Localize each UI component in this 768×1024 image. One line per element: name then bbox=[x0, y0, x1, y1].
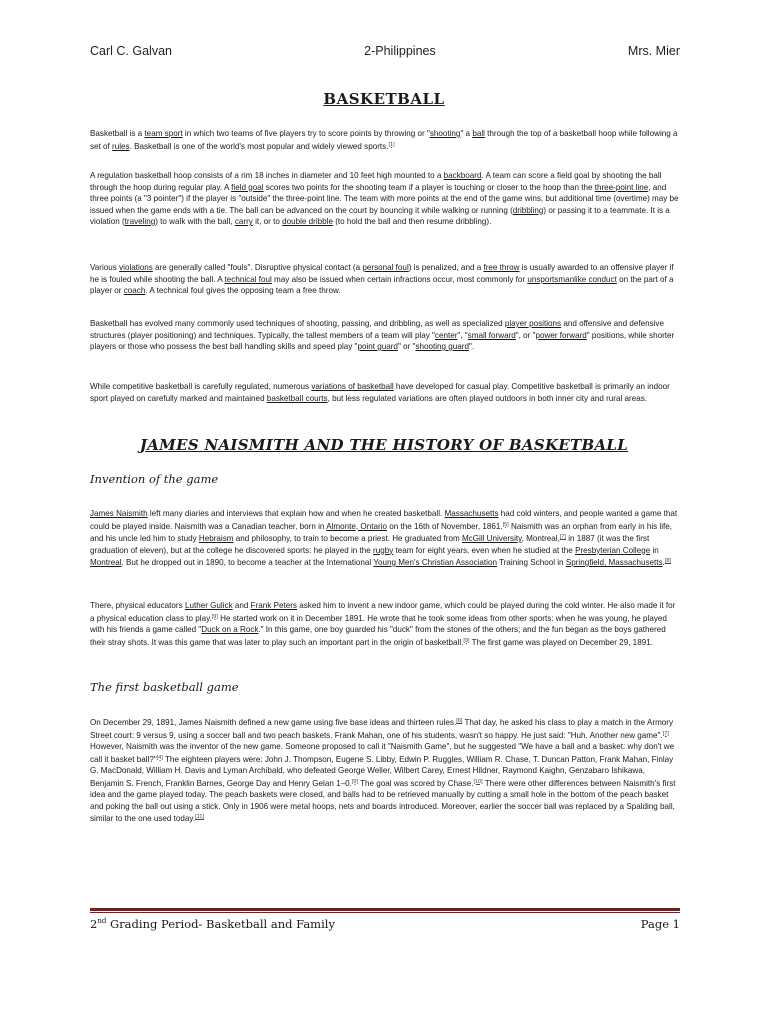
link-text[interactable]: technical foul bbox=[224, 274, 272, 284]
link-text[interactable]: backboard bbox=[443, 171, 482, 180]
citation-ref[interactable]: [9] bbox=[351, 778, 358, 785]
body-text: scores two points for the shooting team if a player is touching or closer to the hoop than the bbox=[263, 182, 595, 192]
document-title: BASKETBALL bbox=[323, 90, 445, 108]
body-text: . bbox=[662, 558, 665, 567]
citation-ref[interactable]: [11] bbox=[195, 814, 204, 820]
header-author: Carl C. Galvan bbox=[90, 44, 172, 58]
link-text[interactable]: shooting guard bbox=[415, 342, 469, 351]
link-text[interactable]: traveling bbox=[124, 217, 156, 226]
body-text: may also be issued when certain infractions occur, most commonly for bbox=[271, 274, 528, 284]
body-text: Basketball is a bbox=[90, 129, 145, 138]
body-text: ", or " bbox=[515, 330, 536, 340]
body-text: in which two teams of five players try to score points by throwing or " bbox=[182, 129, 430, 138]
link-text[interactable]: Hebraism bbox=[198, 534, 234, 543]
body-text: , and three points (a "3 pointer") if the player is "outside" the three-point line. The team with more points at the end of the game wins, but additional time (overtime) may be issued when the game ends with a tie. The ball can be advanced on the court by bouncing it while walking or running ( bbox=[90, 182, 679, 215]
body-text: and bbox=[232, 601, 251, 610]
paragraph bbox=[90, 716, 680, 825]
section-title: JAMES NAISMITH AND THE HISTORY OF BASKETBALL bbox=[139, 436, 629, 454]
body-text: . But he dropped out in 1890, to become a teacher at the International bbox=[121, 558, 374, 567]
body-text: While competitive basketball is carefully regulated, numerous bbox=[90, 382, 312, 391]
link-text[interactable]: McGill University bbox=[461, 534, 522, 543]
body-text: Basketball has evolved many commonly used techniques of shooting, passing, and dribbling, as well as specialized bbox=[90, 319, 505, 328]
link-text[interactable]: point guard bbox=[357, 342, 398, 351]
link-text[interactable]: Luther Gulick bbox=[184, 601, 233, 610]
link-text[interactable]: Presbyterian College bbox=[575, 545, 651, 555]
link-text[interactable]: ball bbox=[472, 129, 485, 138]
link-text[interactable]: Duck on a Rock bbox=[201, 625, 259, 634]
body-text: The first game was played on December 29, 1891. bbox=[469, 637, 653, 647]
citation-ref[interactable]: [9] bbox=[211, 613, 218, 620]
link-text[interactable]: unsportsmanlike conduct bbox=[527, 274, 617, 284]
link-text[interactable]: player positions bbox=[504, 319, 562, 328]
body-text: in bbox=[650, 545, 659, 555]
link-text[interactable]: free throw bbox=[483, 263, 520, 272]
body-text: ." In this game, one boy guarded his "duck" from the stones of the others; and the fun began as the boys gathered their stray shots. It was this game that was later to play such an important part in the origin of basketball. bbox=[90, 625, 666, 647]
body-text: ) is penalized, and a bbox=[408, 263, 484, 272]
body-text: That day, he asked his class to play a match in the Armory Street court: 9 versus 9, using a soccer ball and two peach baskets. Frank Mahan, one of his students, wasn't so happy. He just said: "Huh. Another new game". bbox=[90, 718, 674, 740]
body-text: He started work on it in December 1891. He wrote that he took some ideas from other sports: when he was young, he played with his friends a game called " bbox=[90, 613, 667, 634]
link-text[interactable]: small forward bbox=[467, 330, 516, 340]
body-text: on the 16th of November, 1861. bbox=[386, 521, 503, 531]
link-text[interactable]: basketball courts bbox=[266, 393, 328, 403]
body-text: on the part of a player or bbox=[90, 274, 674, 295]
body-text: in 1887 (it was the first graduation of eleven), but at the college he discovered sports: he played in the bbox=[90, 534, 650, 555]
link-text[interactable]: Massachusetts bbox=[444, 509, 499, 518]
body-text: Naismith was an orphan from early in his life, and his uncle led him to study bbox=[90, 521, 673, 543]
body-text: is usually awarded to an offensive player if he is fouled while shooting the ball. A bbox=[90, 263, 674, 284]
link-text[interactable]: Almonte, Ontario bbox=[326, 521, 387, 531]
subheading-invention: Invention of the game bbox=[90, 472, 219, 486]
link-text[interactable]: Montreal bbox=[90, 558, 122, 567]
body-text: " a bbox=[460, 129, 473, 138]
link-text[interactable]: shooting bbox=[429, 129, 461, 138]
link-text[interactable]: center bbox=[434, 330, 458, 340]
paragraph bbox=[90, 128, 680, 152]
link-text[interactable]: team sport bbox=[144, 129, 183, 138]
citation-ref[interactable]: [7] bbox=[559, 534, 566, 540]
body-text: There, physical educators bbox=[90, 601, 185, 610]
citation-ref[interactable]: [8] bbox=[664, 558, 671, 564]
page-footer bbox=[90, 917, 680, 931]
link-text[interactable]: Springfield, Massachusetts bbox=[565, 558, 663, 567]
link-text[interactable]: James Naismith bbox=[90, 509, 148, 518]
body-text: (to hold the ball and then resume dribbling). bbox=[332, 217, 492, 226]
body-text: ) or passing it to a teammate. It is a violation ( bbox=[90, 205, 670, 226]
body-text: through the top of a basketball hoop while following a set of bbox=[90, 129, 678, 151]
body-text: Training School in bbox=[496, 558, 566, 567]
citation-ref[interactable]: [6] bbox=[456, 718, 463, 724]
body-text: ", " bbox=[457, 330, 468, 340]
citation-ref[interactable]: [1] bbox=[388, 141, 395, 148]
body-text: it, or to bbox=[252, 217, 283, 226]
body-text: ". bbox=[468, 342, 475, 351]
body-text: A regulation basketball hoop consists of a rim 18 inches in diameter and 10 feet high mounted to a bbox=[90, 171, 444, 180]
paragraph bbox=[90, 170, 680, 228]
body-text: , Montreal, bbox=[521, 534, 560, 543]
body-text: The goal was scored by Chase. bbox=[357, 778, 474, 788]
citation-ref[interactable]: [10] bbox=[473, 778, 483, 785]
link-text[interactable]: power forward bbox=[535, 330, 587, 340]
link-text[interactable]: rules bbox=[112, 141, 130, 151]
link-text[interactable]: double dribble bbox=[282, 217, 333, 226]
link-text[interactable]: rugby bbox=[373, 545, 394, 555]
body-text: ) to walk with the ball, bbox=[155, 217, 235, 226]
link-text[interactable]: Frank Peters bbox=[250, 601, 297, 610]
body-text: have developed for casual play. Competitive basketball is primarily an indoor sport played on carefully marked and maintained bbox=[90, 382, 670, 403]
link-text[interactable]: dribbling bbox=[512, 205, 544, 215]
page-header bbox=[90, 44, 680, 58]
link-text[interactable]: carry bbox=[234, 217, 253, 226]
link-text[interactable]: Young Men's Christian Association bbox=[373, 558, 497, 567]
paragraph bbox=[90, 381, 680, 404]
link-text[interactable]: field goal bbox=[231, 182, 264, 192]
body-text: On December 29, 1891, James Naismith defined a new game using five base ideas and thirteen rules. bbox=[90, 718, 457, 727]
body-text: asked him to invent a new indoor game, which could be played during the cold winter. He also made it for a physical education class to play. bbox=[90, 601, 676, 623]
header-teacher: Mrs. Mier bbox=[627, 44, 680, 58]
citation-ref[interactable]: [5] bbox=[502, 521, 509, 528]
body-text: There were other differences between Naismith's first idea and the game played today. The peach baskets were closed, and balls had to be retrieved manually by cutting a small hole in the bottom of the peach basket and poking the ball out using a stick. Only in 1906 were metal hoops, nets and boards introduced. Moreover, earlier the soccer ball was replaced by a Spalding ball, similar to the one used today. bbox=[90, 778, 676, 823]
body-text: " positions, while shorter players or those who possess the best ball handling skills and speed play " bbox=[90, 330, 675, 351]
header-section: 2-Philippines bbox=[364, 44, 436, 58]
paragraph bbox=[90, 262, 680, 297]
body-text: . A technical foul gives the opposing team a free throw. bbox=[145, 286, 341, 295]
link-text[interactable]: personal foul bbox=[362, 263, 409, 272]
body-text: and philosophy, to train to become a priest. He graduated from bbox=[233, 534, 462, 543]
paragraph bbox=[90, 318, 680, 353]
body-text: are generally called "fouls". Disruptive physical contact (a bbox=[152, 263, 363, 272]
subheading-first-game: The first basketball game bbox=[90, 680, 239, 694]
body-text: and offensive and defensive structures (player positioning) and techniques. Typically, the tallest members of a team will play " bbox=[90, 319, 664, 340]
body-text: , but less regulated variations are often played outdoors in both inner city and rural areas. bbox=[327, 393, 648, 403]
body-text: However, Naismith was the inventor of the new game. Someone proposed to call it "Naismith Game", but he suggested "We have a ball and a basket: why don't we call it basket ball?" bbox=[90, 742, 675, 764]
body-text: team for eight years, even when he studied at the bbox=[393, 545, 576, 555]
body-text: . Basketball is one of the world's most popular and widely viewed sports. bbox=[129, 141, 389, 151]
link-text[interactable]: coach bbox=[123, 286, 146, 295]
paragraph bbox=[90, 600, 680, 648]
link-text[interactable]: three-point line bbox=[594, 182, 649, 192]
body-text: . A team can score a field goal by shooting the ball through the hoop during regular play. A bbox=[90, 171, 662, 192]
footer-rule-thin bbox=[90, 912, 680, 913]
citation-ref[interactable]: [7] bbox=[662, 730, 669, 737]
footer-rule bbox=[90, 908, 680, 911]
body-text: Various bbox=[90, 263, 120, 272]
body-text: The eighteen players were: John J. Thompson, Eugene S. Libby, Edwin P. Ruggles, William R. Chase, T. Duncan Patton, Frank Mahan, Finlay G. MacDonald, William H. Davis and Lyman Archibald, who defeated George Weller, Wilbert Carey, Ernest Hildner, Raymond Kaighn, Genzabaro Ishikawa, Benjamin S. French, Franklin Barnes, George Day and Henry Gelan 1–0. bbox=[90, 754, 674, 788]
link-text[interactable]: variations of basketball bbox=[311, 382, 394, 391]
footer-period: 2nd Grading Period- Basketball and Family bbox=[90, 917, 335, 931]
body-text: " or " bbox=[397, 342, 416, 351]
link-text[interactable]: violations bbox=[119, 263, 153, 272]
body-text: had cold winters, and people wanted a game that could be played inside. Naismith was a Canadian teacher, born in bbox=[90, 509, 678, 531]
citation-ref[interactable]: [9] bbox=[463, 637, 470, 644]
body-text: left many diaries and interviews that explain how and when he created basketball. bbox=[147, 509, 445, 518]
paragraph bbox=[90, 508, 680, 569]
page-number: Page 1 bbox=[640, 917, 680, 931]
citation-ref[interactable]: [4] bbox=[156, 754, 163, 761]
